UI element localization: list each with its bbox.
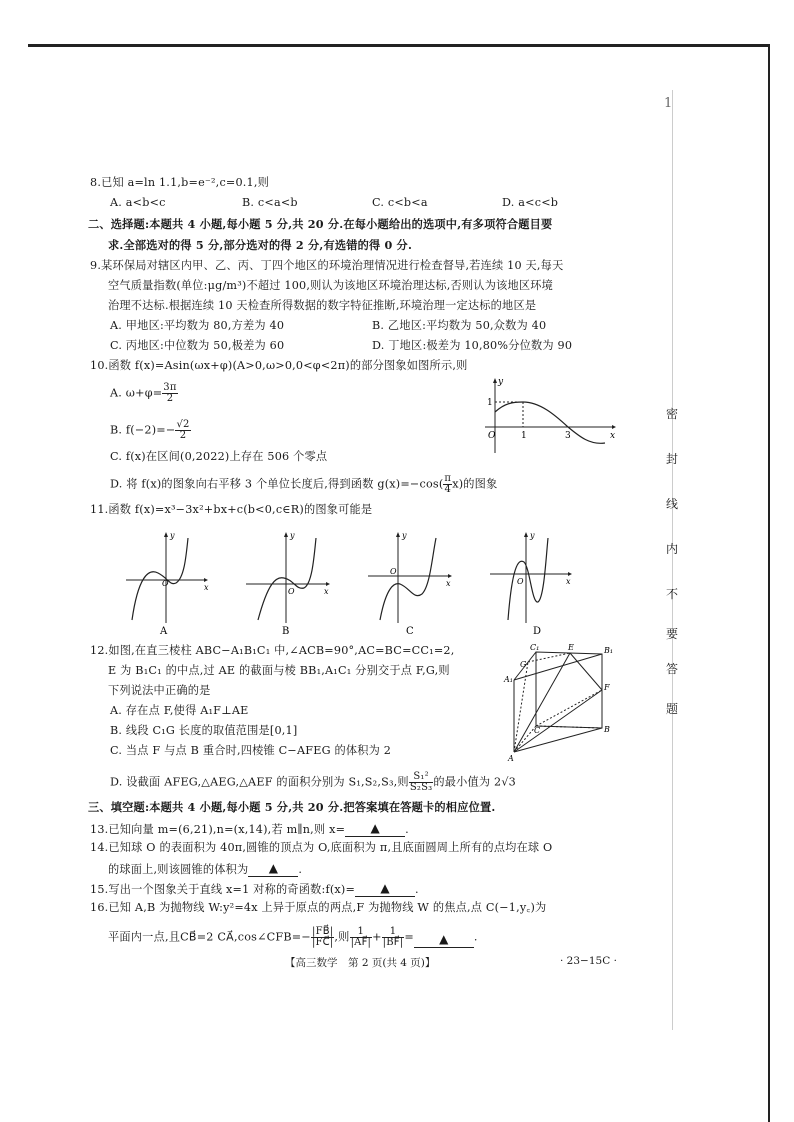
q9-option-a: A. 甲地区:平均数为 80,方差为 40	[110, 319, 285, 332]
label-a: A	[508, 754, 514, 763]
q11-graph-a	[126, 531, 209, 637]
tick-1: 1	[521, 431, 527, 441]
y-label: y	[498, 377, 504, 387]
q8-option-c: C. c<b<a	[372, 196, 428, 209]
denominator: 2	[166, 393, 174, 404]
fraction	[311, 927, 334, 948]
q12-option-a: A. 存在点 F,使得 A₁F⊥AE	[110, 704, 249, 717]
numerator: 1	[350, 927, 373, 938]
y-label: y	[290, 531, 295, 540]
blank-triangle-icon: ▲	[439, 932, 449, 946]
q8-stem: 8.已知 a=ln 1.1,b=e⁻²,c=0.1,则	[90, 176, 270, 189]
q16-cont	[108, 927, 478, 948]
seal-char: 题	[665, 702, 678, 716]
fraction	[409, 772, 434, 793]
origin-label: O	[488, 431, 496, 441]
x-label: x	[566, 577, 571, 586]
right-border	[768, 44, 770, 1122]
q12-stem-2: E 为 B₁C₁ 的中点,过 AE 的截面与棱 BB₁,A₁C₁ 分别交于点 F,G,则	[108, 664, 450, 677]
q10-sine-graph	[480, 375, 620, 455]
answer-blank[interactable]	[355, 881, 415, 897]
page-marker: 1	[664, 96, 673, 111]
fraction	[350, 927, 373, 948]
blank-triangle-icon: ▲	[370, 821, 380, 835]
denominator: S₂S₃	[409, 782, 433, 793]
fraction	[382, 927, 405, 948]
q11-graph-d	[490, 531, 572, 637]
q13-end: .	[405, 823, 409, 836]
x-label: x	[610, 431, 616, 441]
footer-page-info: 【高三数学 第 2 页(共 4 页)】	[285, 957, 436, 969]
q11-graph-c	[368, 531, 452, 637]
seal-line	[672, 90, 673, 1030]
y-label: y	[530, 531, 535, 540]
q16-end: .	[473, 930, 478, 944]
q12-d-text: D. 设截面 AFEG,△AEG,△AEF 的面积分别为 S₁,S₂,S₃,则	[110, 775, 409, 789]
y-arrow	[493, 378, 497, 383]
q12-option-d	[110, 772, 516, 793]
q8-option-a: A. a<b<c	[110, 196, 166, 209]
q15	[90, 881, 419, 897]
seal-char: 答	[665, 662, 678, 676]
q9-option-c: C. 丙地区:中位数为 50,极差为 60	[110, 339, 285, 352]
footer-code: · 23−15C ·	[560, 955, 617, 967]
y-label: y	[402, 531, 407, 540]
denominator: |AF⃗|	[350, 937, 372, 948]
q10-a-text: A. ω+φ=	[110, 386, 163, 400]
q13	[90, 821, 409, 837]
q14-end: .	[298, 863, 303, 876]
q14-text: 的球面上,则该圆锥的体积为	[108, 863, 249, 876]
label-g: G	[520, 660, 527, 669]
denominator: 2	[179, 430, 187, 441]
q16: 16.已知 A,B 为抛物线 W:y²=4x 上异于原点的两点,F 为抛物线 W 的焦点,点 C(−1,y꜀)为	[90, 901, 547, 914]
q8-option-b: B. c<a<b	[242, 196, 298, 209]
q12-d-text-2: 的最小值为 2√3	[433, 775, 517, 789]
sine-curve	[495, 402, 605, 443]
y-label: y	[170, 531, 175, 540]
q12-option-c: C. 当点 F 与点 B 重合时,四棱锥 C−AFEG 的体积为 2	[110, 744, 392, 757]
q9-option-b: B. 乙地区:平均数为 50,众数为 40	[372, 319, 547, 332]
seal-char: 封	[665, 452, 678, 466]
numerator: π	[444, 473, 452, 484]
plus-sign: +	[372, 930, 382, 944]
q10-d-text: D. 将 f(x)的图象向右平移 3 个单位长度后,得到函数 g(x)=−cos(	[110, 477, 444, 491]
x-arrow	[612, 425, 616, 429]
x-label: x	[204, 583, 209, 592]
option-label: D	[533, 626, 542, 637]
q8-option-d: D. a<c<b	[502, 196, 559, 209]
section2-heading: 二、选择题:本题共 4 小题,每小题 5 分,共 20 分.在每小题给出的选项中,有多项符合题目要	[88, 217, 553, 231]
x-label: x	[324, 587, 329, 596]
denominator: 4	[444, 484, 452, 495]
q16-text: 平面内一点,且CB⃗=2 CA⃗,cos∠CFB=−	[108, 930, 311, 944]
denominator: |BF⃗|	[382, 937, 404, 948]
section3-heading: 三、填空题:本题共 4 小题,每小题 5 分,共 20 分.把答案填在答题卡的相应位置.	[88, 800, 496, 814]
denominator: |FC⃗|	[311, 937, 334, 948]
numerator: √2	[176, 419, 190, 430]
blank-triangle-icon: ▲	[380, 881, 390, 895]
q10-option-d	[110, 474, 497, 495]
numerator: 3π	[163, 382, 177, 393]
label-c: C	[534, 726, 541, 735]
numerator: 1	[382, 927, 405, 938]
section2-heading-cont: 求.全部选对的得 5 分,部分选对的得 2 分,有选错的得 0 分.	[108, 238, 413, 252]
q16-text-2: ,则	[334, 930, 350, 944]
answer-blank[interactable]	[248, 861, 298, 877]
label-e: E	[568, 643, 574, 652]
q10-option-a	[110, 383, 178, 404]
seal-char: 要	[665, 627, 678, 641]
origin-label: O	[288, 587, 295, 596]
q14: 14.已知球 O 的表面积为 40π,圆锥的顶点为 O,底面积为 π,且底面圆周上所有的点均在球 O	[90, 841, 553, 854]
label-f: F	[604, 683, 610, 692]
label-a1: A₁	[504, 675, 513, 684]
seal-char: 线	[665, 497, 678, 511]
q13-text: 13.已知向量 m=(6,21),n=(x,14),若 m∥n,则 x=	[90, 823, 346, 836]
numerator: |FB⃗|	[312, 926, 334, 937]
q9-option-d: D. 丁地区:极差为 10,80%分位数为 90	[372, 339, 573, 352]
q9-stem: 9.某环保局对辖区内甲、乙、丙、丁四个地区的环境治理情况进行检查督导,若连续 10 天,每天	[90, 259, 564, 272]
answer-blank[interactable]	[414, 932, 474, 948]
x-label: x	[446, 579, 451, 588]
label-b1: B₁	[604, 646, 614, 655]
q15-end: .	[415, 883, 419, 896]
q9-stem-2: 空气质量指数(单位:μg/m³)不超过 100,则认为该地区环境治理达标,否则认为该地区环境	[108, 279, 554, 292]
q10-b-text: B. f(−2)=−	[110, 423, 176, 437]
seal-char: 不	[665, 587, 678, 601]
origin-label: O	[162, 579, 169, 588]
option-label: A	[160, 626, 168, 637]
option-label: C	[406, 626, 414, 637]
q12-prism-figure	[500, 640, 625, 765]
numerator: S₁²	[409, 772, 434, 783]
q12-stem: 12.如图,在直三棱柱 ABC−A₁B₁C₁ 中,∠ACB=90°,AC=BC=CC₁=2,	[90, 644, 455, 657]
q12-option-b: B. 线段 C₁G 长度的取值范围是[0,1]	[110, 724, 298, 737]
q11-graph-b	[246, 531, 330, 637]
equals-sign: =	[404, 930, 414, 944]
label-b: B	[604, 725, 610, 734]
q10-stem: 10.函数 f(x)=Asin(ωx+φ)(A>0,ω>0,0<φ<2π)的部分图象如图所示,则	[90, 359, 468, 372]
top-border	[28, 44, 770, 47]
q11-graphs	[118, 528, 578, 640]
q14-cont	[108, 861, 302, 877]
q10-option-c: C. f(x)在区间(0,2022)上存在 506 个零点	[110, 450, 328, 463]
q11-stem: 11.函数 f(x)=x³−3x²+bx+c(b<0,c∈R)的图象可能是	[90, 503, 373, 516]
q12-stem-3: 下列说法中正确的是	[108, 684, 211, 697]
fraction	[175, 420, 190, 441]
tick-y1: 1	[487, 398, 493, 408]
q9-stem-3: 治理不达标.根据连续 10 天检查所得数据的数字特征推断,环境治理一定达标的地区是	[108, 299, 537, 312]
option-label: B	[282, 626, 290, 637]
origin-label: O	[517, 577, 524, 586]
fraction	[443, 474, 452, 495]
blank-triangle-icon: ▲	[268, 861, 279, 875]
origin-label: O	[390, 567, 397, 576]
fraction	[162, 383, 177, 404]
q10-d-text-2: x)的图象	[452, 477, 498, 491]
q15-text: 15.写出一个图象关于直线 x=1 对称的奇函数:f(x)=	[90, 883, 356, 896]
answer-blank[interactable]	[345, 821, 405, 837]
seal-char: 密	[665, 407, 678, 421]
tick-3: 3	[565, 431, 571, 441]
seal-char: 内	[665, 542, 678, 556]
label-c1: C₁	[530, 643, 540, 652]
q10-option-b	[110, 420, 191, 441]
